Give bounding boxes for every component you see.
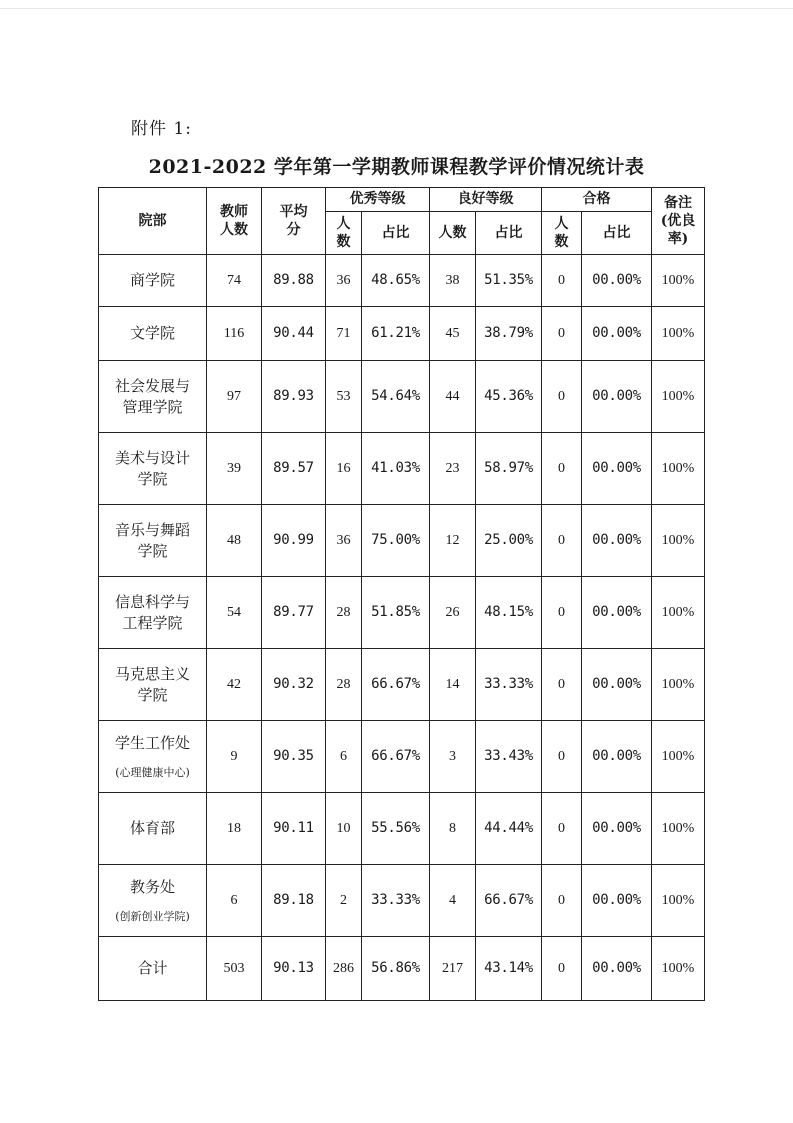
cell-avg: 89.93 [262, 361, 326, 433]
cell-teachers: 54 [207, 577, 262, 649]
cell-pass-count: 0 [542, 865, 582, 937]
cell-pass-count: 0 [542, 505, 582, 577]
header-pass: 合格 [542, 188, 652, 212]
cell-pass-ratio: 00.00% [582, 865, 652, 937]
cell-good-count: 14 [430, 649, 476, 721]
cell-remark: 100% [652, 793, 705, 865]
cell-teachers: 18 [207, 793, 262, 865]
cell-pass-ratio: 00.00% [582, 937, 652, 1001]
cell-dept: 社会发展与 管理学院 [99, 361, 207, 433]
cell-excellent-ratio: 66.67% [362, 649, 430, 721]
cell-dept: 学生工作处 (心理健康中心) [99, 721, 207, 793]
cell-avg: 90.35 [262, 721, 326, 793]
cell-excellent-ratio: 75.00% [362, 505, 430, 577]
cell-pass-ratio: 00.00% [582, 307, 652, 361]
cell-pass-ratio: 00.00% [582, 255, 652, 307]
cell-excellent-count: 2 [326, 865, 362, 937]
table-row [99, 793, 705, 865]
cell-avg: 89.57 [262, 433, 326, 505]
cell-excellent-ratio: 55.56% [362, 793, 430, 865]
cell-excellent-count: 28 [326, 649, 362, 721]
cell-remark: 100% [652, 255, 705, 307]
cell-dept: 体育部 [99, 793, 207, 865]
cell-teachers: 116 [207, 307, 262, 361]
cell-good-count: 4 [430, 865, 476, 937]
cell-pass-ratio: 00.00% [582, 361, 652, 433]
cell-avg: 90.11 [262, 793, 326, 865]
cell-good-ratio: 33.43% [476, 721, 542, 793]
cell-avg: 90.13 [262, 937, 326, 1001]
cell-excellent-ratio: 66.67% [362, 721, 430, 793]
cell-pass-ratio: 00.00% [582, 577, 652, 649]
table-row [99, 505, 705, 577]
cell-good-ratio: 51.35% [476, 255, 542, 307]
table-row [99, 649, 705, 721]
cell-avg: 89.18 [262, 865, 326, 937]
cell-remark: 100% [652, 307, 705, 361]
cell-excellent-count: 28 [326, 577, 362, 649]
cell-dept: 合计 [99, 937, 207, 1001]
header-teacher-count: 教师 人数 [207, 188, 262, 255]
cell-pass-ratio: 00.00% [582, 433, 652, 505]
header-pass-count: 人 数 [542, 212, 582, 255]
cell-remark: 100% [652, 505, 705, 577]
cell-teachers: 42 [207, 649, 262, 721]
cell-dept: 美术与设计 学院 [99, 433, 207, 505]
cell-excellent-ratio: 51.85% [362, 577, 430, 649]
header-good: 良好等级 [430, 188, 542, 212]
cell-teachers: 48 [207, 505, 262, 577]
cell-excellent-ratio: 54.64% [362, 361, 430, 433]
cell-teachers: 6 [207, 865, 262, 937]
table-row [99, 721, 705, 793]
cell-good-count: 23 [430, 433, 476, 505]
cell-pass-count: 0 [542, 433, 582, 505]
header-pass-ratio: 占比 [582, 212, 652, 255]
cell-remark: 100% [652, 649, 705, 721]
cell-good-ratio: 66.67% [476, 865, 542, 937]
cell-excellent-ratio: 33.33% [362, 865, 430, 937]
cell-good-count: 3 [430, 721, 476, 793]
cell-pass-count: 0 [542, 793, 582, 865]
cell-dept: 教务处 (创新创业学院) [99, 865, 207, 937]
cell-avg: 90.99 [262, 505, 326, 577]
cell-excellent-ratio: 48.65% [362, 255, 430, 307]
cell-dept: 信息科学与 工程学院 [99, 577, 207, 649]
page-top-edge [0, 8, 793, 9]
cell-good-ratio: 48.15% [476, 577, 542, 649]
cell-teachers: 503 [207, 937, 262, 1001]
cell-remark: 100% [652, 577, 705, 649]
header-good-ratio: 占比 [476, 212, 542, 255]
cell-excellent-ratio: 41.03% [362, 433, 430, 505]
cell-dept: 商学院 [99, 255, 207, 307]
cell-excellent-count: 36 [326, 255, 362, 307]
cell-excellent-count: 53 [326, 361, 362, 433]
cell-remark: 100% [652, 937, 705, 1001]
cell-teachers: 9 [207, 721, 262, 793]
cell-dept: 文学院 [99, 307, 207, 361]
cell-good-count: 12 [430, 505, 476, 577]
cell-good-count: 38 [430, 255, 476, 307]
cell-excellent-count: 286 [326, 937, 362, 1001]
cell-good-ratio: 45.36% [476, 361, 542, 433]
header-average-score: 平均 分 [262, 188, 326, 255]
table-row [99, 255, 705, 307]
cell-good-ratio: 25.00% [476, 505, 542, 577]
cell-dept: 音乐与舞蹈 学院 [99, 505, 207, 577]
cell-good-count: 217 [430, 937, 476, 1001]
evaluation-stats-table [98, 187, 705, 1001]
cell-pass-count: 0 [542, 361, 582, 433]
cell-teachers: 74 [207, 255, 262, 307]
table-row-total [99, 937, 705, 1001]
table-row [99, 361, 705, 433]
cell-pass-ratio: 00.00% [582, 793, 652, 865]
cell-good-count: 44 [430, 361, 476, 433]
header-remark: 备注 (优良 率) [652, 188, 705, 255]
cell-remark: 100% [652, 865, 705, 937]
cell-good-ratio: 58.97% [476, 433, 542, 505]
cell-good-count: 8 [430, 793, 476, 865]
cell-teachers: 97 [207, 361, 262, 433]
table-row [99, 307, 705, 361]
cell-good-ratio: 38.79% [476, 307, 542, 361]
cell-good-count: 26 [430, 577, 476, 649]
cell-good-ratio: 43.14% [476, 937, 542, 1001]
cell-good-ratio: 44.44% [476, 793, 542, 865]
cell-pass-count: 0 [542, 937, 582, 1001]
table-row [99, 865, 705, 937]
cell-remark: 100% [652, 433, 705, 505]
header-excellent-count: 人 数 [326, 212, 362, 255]
cell-avg: 89.77 [262, 577, 326, 649]
cell-excellent-count: 71 [326, 307, 362, 361]
table-row [99, 577, 705, 649]
header-row-main [99, 188, 705, 212]
cell-pass-count: 0 [542, 577, 582, 649]
cell-teachers: 39 [207, 433, 262, 505]
cell-pass-ratio: 00.00% [582, 649, 652, 721]
cell-good-ratio: 33.33% [476, 649, 542, 721]
cell-avg: 90.44 [262, 307, 326, 361]
header-good-count: 人数 [430, 212, 476, 255]
header-excellent: 优秀等级 [326, 188, 430, 212]
cell-excellent-count: 10 [326, 793, 362, 865]
header-dept: 院部 [99, 188, 207, 255]
cell-excellent-ratio: 61.21% [362, 307, 430, 361]
cell-excellent-ratio: 56.86% [362, 937, 430, 1001]
cell-pass-ratio: 00.00% [582, 721, 652, 793]
table-row [99, 433, 705, 505]
cell-excellent-count: 16 [326, 433, 362, 505]
cell-pass-count: 0 [542, 721, 582, 793]
cell-pass-count: 0 [542, 255, 582, 307]
cell-pass-count: 0 [542, 649, 582, 721]
cell-remark: 100% [652, 361, 705, 433]
cell-avg: 90.32 [262, 649, 326, 721]
cell-good-count: 45 [430, 307, 476, 361]
cell-excellent-count: 6 [326, 721, 362, 793]
header-excellent-ratio: 占比 [362, 212, 430, 255]
cell-excellent-count: 36 [326, 505, 362, 577]
cell-remark: 100% [652, 721, 705, 793]
cell-pass-count: 0 [542, 307, 582, 361]
cell-pass-ratio: 00.00% [582, 505, 652, 577]
cell-avg: 89.88 [262, 255, 326, 307]
attachment-label: 附件 1: [131, 119, 192, 139]
document-title: 2021-2022 学年第一学期教师课程教学评价情况统计表 [148, 156, 645, 178]
cell-dept: 马克思主义 学院 [99, 649, 207, 721]
